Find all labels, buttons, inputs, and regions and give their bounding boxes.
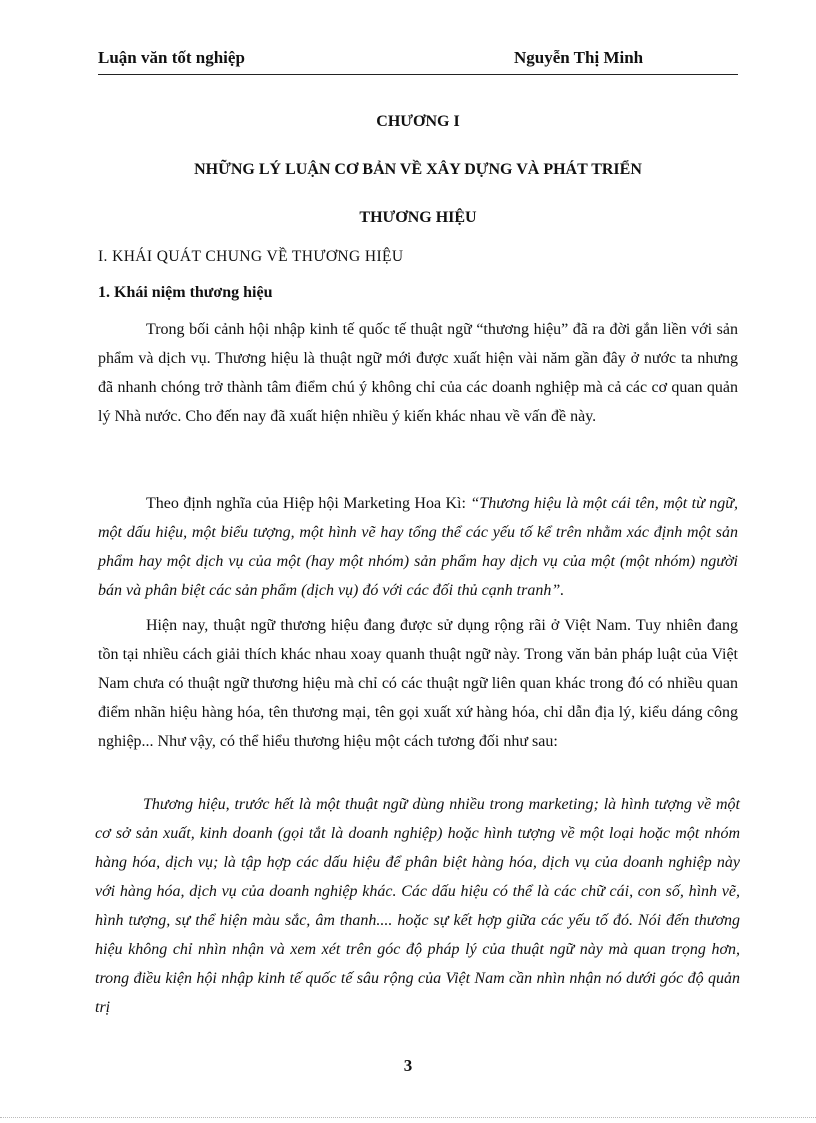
chapter-label: CHƯƠNG I [376,113,460,130]
paragraph-3: Hiện nay, thuật ngữ thương hiệu đang được sử dụng rộng rãi ở Việt Nam. Tuy nhiên đang tồn tại nhiều cách giải thích khác nhau xoay quanh thuật ngữ này. Trong văn bản pháp luật của Việt Nam chưa có thuật ngữ thương hiệu mà chỉ có các thuật ngữ liên quan khác trong đó có nhiều quan điểm nhãn hiệu hàng hóa, tên thương mại, tên gọi xuất xứ hàng hóa, chỉ dẫn địa lý, kiểu dáng công nghiệp... Như vậy, có thể hiểu thương hiệu một cách tương đối như sau: [98,617,738,750]
paragraph-2 [98,489,738,605]
subsection-heading: 1. Khái niệm thương hiệu [98,284,273,301]
header-thesis-label: Luận văn tốt nghiệp [98,48,245,67]
chapter-title-line-1: NHỮNG LÝ LUẬN CƠ BẢN VỀ XÂY DỰNG VÀ PHÁT TRIỂN [194,161,642,178]
page-header [98,48,738,72]
page-number: 3 [403,1056,413,1075]
paragraph-2-intro: Theo định nghĩa của Hiệp hội Marketing Hoa Kì: [146,495,471,512]
chapter-title-line-2: THƯƠNG HIỆU [359,209,477,226]
paragraph-2-definition-quote: “Thương hiệu là một cái tên, một từ ngữ, một dấu hiệu, một biểu tượng, một hình vẽ hay tổng thể các yếu tố kể trên nhằm xác định một sản phẩm hay một dịch vụ của một (hay một nhóm) sản phẩm hay dịch vụ của một (một nhóm) người bán và phân biệt các sản phẩm (dịch vụ) đó với các đối thủ cạnh tranh”. [98,495,739,599]
section-heading: I. KHÁI QUÁT CHUNG VỀ THƯƠNG HIỆU [98,248,404,265]
paragraph-1: Trong bối cảnh hội nhập kinh tế quốc tế thuật ngữ “thương hiệu” đã ra đời gắn liền với sản phẩm và dịch vụ. Thương hiệu là thuật ngữ mới được xuất hiện vài năm gần đây ở nước ta nhưng đã nhanh chóng trở thành tâm điểm chú ý không chỉ của các doanh nghiệp mà cả các cơ quan quản lý Nhà nước. Cho đến nay đã xuất hiện nhiều ý kiến khác nhau về vấn đề này. [98,321,738,425]
header-divider [98,74,738,75]
footer-dotted-divider [0,1117,816,1118]
header-author-name: Nguyễn Thị Minh [514,48,644,67]
paragraph-4-italic: Thương hiệu, trước hết là một thuật ngữ dùng nhiều trong marketing; là hình tượng về một cơ sở sản xuất, kinh doanh (gọi tắt là doanh nghiệp) hoặc hình tượng về một loại hoặc một nhóm hàng hóa, dịch vụ; là tập hợp các dấu hiệu để phân biệt hàng hóa, dịch vụ của doanh nghiệp này với hàng hóa, dịch vụ của doanh nghiệp khác. Các dấu hiệu có thể là các chữ cái, con số, hình vẽ, hình tượng, sự thể hiện màu sắc, âm thanh.... hoặc sự kết hợp giữa các yếu tố đó. Nói đến thương hiệu không chỉ nhìn nhận và xem xét trên góc độ pháp lý của thuật ngữ này mà quan trọng hơn, trong điều kiện hội nhập kinh tế quốc tế sâu rộng của Việt Nam cần nhìn nhận nó dưới góc độ quản trị [95,796,740,1016]
